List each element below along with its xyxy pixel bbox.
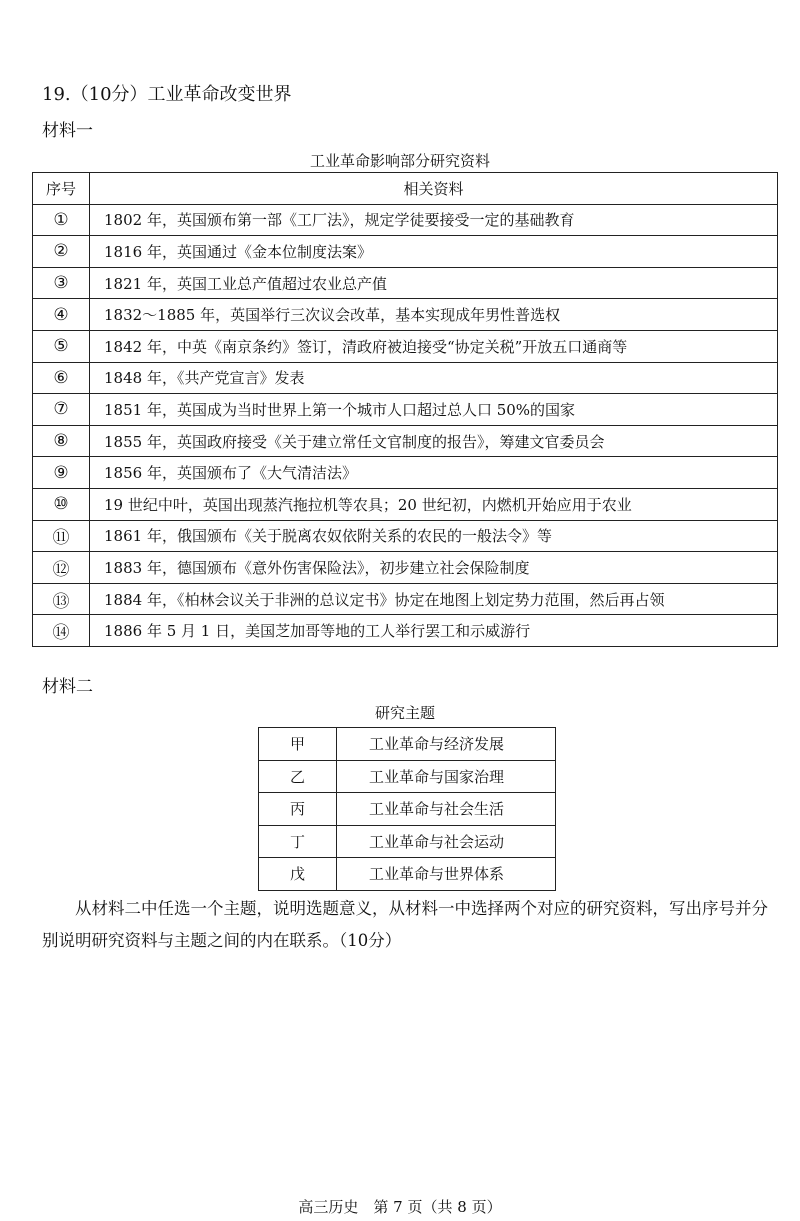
topic-key: 戊 — [259, 858, 337, 891]
table-row — [33, 299, 778, 331]
row-material-text: 1855 年，英国政府接受《关于建立常任文官制度的报告》，筹建文官委员会 — [90, 425, 778, 457]
topic-row — [259, 728, 556, 761]
row-number: ⑭ — [33, 615, 90, 647]
table-row — [33, 267, 778, 299]
row-number: ③ — [33, 267, 90, 299]
table-row — [33, 552, 778, 584]
row-number: ⑨ — [33, 457, 90, 489]
row-number: ⑦ — [33, 394, 90, 426]
row-number: ① — [33, 204, 90, 236]
row-number: ⑩ — [33, 488, 90, 520]
row-material-text: 1802 年，英国颁布第一部《工厂法》，规定学徒要接受一定的基础教育 — [90, 204, 778, 236]
topic-row — [259, 858, 556, 891]
table-row — [33, 425, 778, 457]
question-prompt: 从材料二中任选一个主题，说明选题意义，从材料一中选择两个对应的研究资料，写出序号并分别说明研究资料与主题之间的内在联系。（10分） — [42, 899, 768, 950]
table-row — [33, 520, 778, 552]
topic-theme: 工业革命与国家治理 — [337, 760, 556, 793]
material1-caption: 工业革命影响部分研究资料 — [309, 152, 490, 170]
table-header-row — [33, 173, 778, 205]
topic-theme: 工业革命与社会运动 — [337, 825, 556, 858]
row-material-text: 1816 年，英国通过《金本位制度法案》 — [90, 236, 778, 268]
material2-label: 材料二 — [42, 677, 93, 697]
page-footer: 高三历史 第 7 页（共 8 页） — [298, 1198, 502, 1216]
topic-theme: 工业革命与经济发展 — [337, 728, 556, 761]
row-material-text: 1848 年，《共产党宣言》发表 — [90, 362, 778, 394]
research-materials-table — [32, 172, 778, 647]
table-row — [33, 362, 778, 394]
table-row — [33, 583, 778, 615]
row-material-text: 1832～1885 年，英国举行三次议会改革，基本实现成年男性普选权 — [90, 299, 778, 331]
row-number: ⑧ — [33, 425, 90, 457]
row-number: ⑪ — [33, 520, 90, 552]
row-material-text: 1856 年，英国颁布了《大气清洁法》 — [90, 457, 778, 489]
material2-caption: 研究主题 — [374, 704, 435, 722]
table-row — [33, 394, 778, 426]
material1-label: 材料一 — [42, 121, 93, 141]
question-header: 19.（10分）工业革命改变世界 — [42, 84, 292, 105]
topic-key: 丙 — [259, 793, 337, 826]
table-row — [33, 204, 778, 236]
row-number: ⑥ — [33, 362, 90, 394]
table-row — [33, 330, 778, 362]
row-material-text: 1851 年，英国成为当时世界上第一个城市人口超过总人口 50%的国家 — [90, 394, 778, 426]
table-row — [33, 236, 778, 268]
row-number: ④ — [33, 299, 90, 331]
table-row — [33, 457, 778, 489]
row-material-text: 19 世纪中叶，英国出现蒸汽拖拉机等农具；20 世纪初，内燃机开始应用于农业 — [90, 488, 778, 520]
row-number: ⑫ — [33, 552, 90, 584]
column-header-number: 序号 — [33, 173, 90, 205]
topic-theme: 工业革命与世界体系 — [337, 858, 556, 891]
topic-key: 甲 — [259, 728, 337, 761]
row-number: ⑬ — [33, 583, 90, 615]
row-material-text: 1842 年，中英《南京条约》签订，清政府被迫接受“协定关税”开放五口通商等 — [90, 330, 778, 362]
row-material-text: 1886 年 5 月 1 日，美国芝加哥等地的工人举行罢工和示威游行 — [90, 615, 778, 647]
topic-row — [259, 760, 556, 793]
row-material-text: 1883 年，德国颁布《意外伤害保险法》，初步建立社会保险制度 — [90, 552, 778, 584]
row-number: ⑤ — [33, 330, 90, 362]
column-header-material: 相关资料 — [90, 173, 778, 205]
row-number: ② — [33, 236, 90, 268]
row-material-text: 1821 年，英国工业总产值超过农业总产值 — [90, 267, 778, 299]
topic-key: 丁 — [259, 825, 337, 858]
topic-theme: 工业革命与社会生活 — [337, 793, 556, 826]
row-material-text: 1884 年，《柏林会议关于非洲的总议定书》协定在地图上划定势力范围，然后再占领 — [90, 583, 778, 615]
table-row — [33, 615, 778, 647]
table-row — [33, 488, 778, 520]
research-topics-table — [258, 727, 556, 891]
row-material-text: 1861 年，俄国颁布《关于脱离农奴依附关系的农民的一般法令》等 — [90, 520, 778, 552]
topic-row — [259, 825, 556, 858]
topic-key: 乙 — [259, 760, 337, 793]
topic-row — [259, 793, 556, 826]
